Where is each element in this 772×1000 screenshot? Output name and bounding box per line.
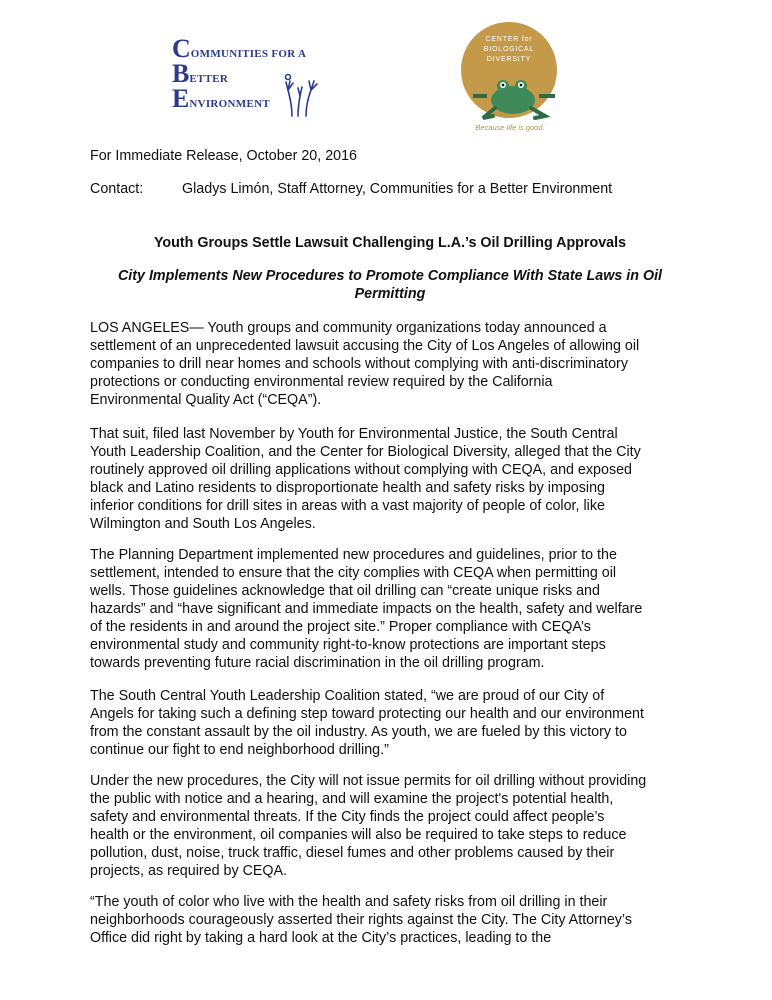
cbe-logo	[172, 36, 322, 116]
paragraph-line: pollution, dust, noise, truck traffic, diesel fumes and other problems caused by their	[90, 845, 615, 861]
contact-label: Contact:	[90, 181, 144, 197]
paragraph-line: LOS ANGELES— Youth groups and community organizations today announced a	[90, 320, 607, 336]
cbd-logo-line: CENTER for	[485, 36, 533, 43]
cbd-logo	[455, 22, 565, 138]
paragraph-line: environmental study and community right-to-know protections are important steps	[90, 637, 606, 653]
paragraph-line: That suit, filed last November by Youth for Environmental Justice, the South Central	[90, 426, 618, 442]
contact-value: Gladys Limón, Staff Attorney, Communities for a Better Environment	[182, 181, 613, 197]
paragraph-line: settlement of an unprecedented lawsuit accusing the City of Los Angeles of allowing oil	[90, 338, 640, 354]
paragraph-line: “The youth of color who live with the health and safety risks from oil drilling in their	[90, 894, 608, 910]
paragraph-line: settlement, intended to ensure that the city complies with CEQA when permitting oil	[90, 565, 617, 581]
paragraph-line: protections or conducting environmental review required by the California	[90, 374, 553, 390]
paragraph-line: inferior conditions for drill sites in areas with a vast majority of people of color, like	[90, 498, 605, 514]
paragraph-line: continue our fight to end neighborhood drilling.”	[90, 742, 389, 758]
subheadline-line: Permitting	[354, 286, 426, 302]
paragraph-line: towards preventing future racial discrimination in the oil drilling program.	[90, 655, 545, 671]
paragraph-line: The South Central Youth Leadership Coalition stated, “we are proud of our City of	[90, 688, 605, 704]
paragraph-line: Angels for taking such a defining step toward protecting our health and our environment	[90, 706, 644, 722]
paragraph-line: The Planning Department implemented new procedures and guidelines, prior to the	[90, 547, 617, 563]
paragraph-line: Office did right by taking a hard look at the City’s practices, leading to the	[90, 930, 552, 946]
cbd-tagline: Because life is good.	[475, 123, 545, 132]
paragraph-line: the public with notice and a hearing, and will examine the project's potential health,	[90, 791, 614, 807]
paragraph-line: Youth Leadership Coalition, and the Center for Biological Diversity, alleged that the City	[90, 444, 641, 460]
cbd-logo-line: DIVERSITY	[486, 56, 532, 63]
contact-line	[90, 180, 690, 198]
raised-hands-icon	[284, 68, 320, 118]
subheadline-line: City Implements New Procedures to Promote Compliance With State Laws in Oil	[117, 268, 663, 284]
paragraph-line: routinely approved oil drilling applications without complying with CEQA, and exposed	[90, 462, 632, 478]
paragraph-procedures	[90, 772, 690, 880]
paragraph-line: black and Latino residents to disproportionate health and safety risks by imposing	[90, 480, 605, 496]
cbe-logo-line: ENVIRONMENT	[172, 84, 270, 113]
frog-icon	[469, 72, 559, 122]
paragraph-line: health or the environment, oil companies will also be required to take steps to reduce	[90, 827, 627, 843]
paragraph-line: Wilmington and South Los Angeles.	[90, 516, 316, 532]
headline: Youth Groups Settle Lawsuit Challenging L.A.’s Oil Drilling Approvals	[153, 235, 627, 251]
paragraph-line: wells. Those guidelines acknowledge that oil drilling can “create unique risks and	[90, 583, 600, 599]
paragraph-coalition-quote	[90, 687, 690, 759]
subheadline	[90, 267, 690, 303]
header-logos	[0, 0, 772, 140]
paragraph-intro	[90, 319, 690, 409]
paragraph-line: companies to drill near homes and schools without complying with anti-discriminatory	[90, 356, 628, 372]
cbd-logo-line: BIOLOGICAL	[483, 46, 535, 53]
paragraph-line: hazards” and “have significant and immediate impacts on the health, safety and welfare	[90, 601, 643, 617]
cbe-logo-line: BETTER	[172, 59, 229, 88]
cbe-logo-line: COMMUNITIES FOR A	[172, 34, 307, 63]
release-date-line: For Immediate Release, October 20, 2016	[90, 148, 358, 164]
paragraph-line: from the constant assault by the oil industry. As youth, we are fueled by this victory to	[90, 724, 627, 740]
paragraph-planning	[90, 546, 690, 672]
paragraph-youth-quote	[90, 893, 690, 947]
paragraph-line: of the residents in and around the project site.” Proper compliance with CEQA’s	[90, 619, 591, 635]
paragraph-lawsuit	[90, 425, 690, 533]
paragraph-line: Environmental Quality Act (“CEQA”).	[90, 392, 322, 408]
paragraph-line: projects, as required by CEQA.	[90, 863, 288, 879]
paragraph-line: Under the new procedures, the City will not issue permits for oil drilling without providing	[90, 773, 647, 789]
paragraph-line: neighborhoods courageously asserted their rights against the City. The City Attorney’s	[90, 912, 632, 928]
paragraph-line: safety and environmental threats. If the City finds the project could affect people’s	[90, 809, 605, 825]
